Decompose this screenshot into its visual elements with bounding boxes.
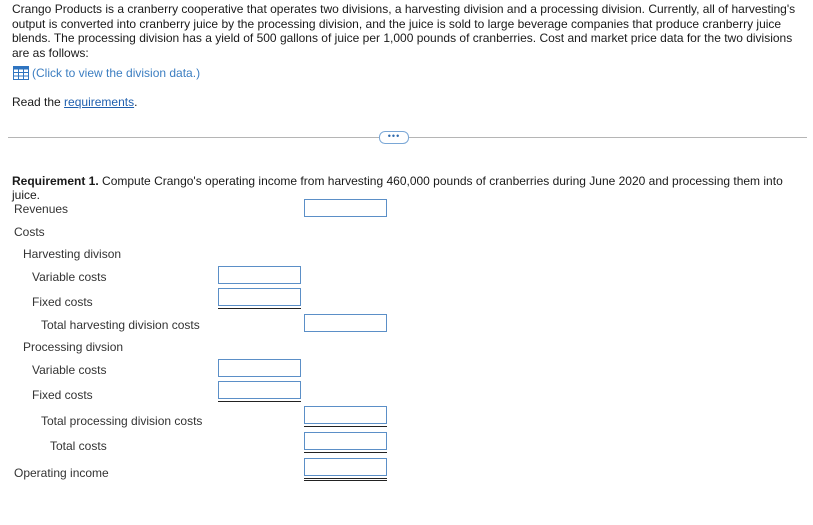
- revenues-input[interactable]: [304, 199, 387, 217]
- operating-income-input[interactable]: [304, 458, 387, 476]
- total-processing-costs-input[interactable]: [304, 406, 387, 424]
- requirement-text: Compute Crango's operating income from harvesting 460,000 pounds of cranberries during June 2020 and processing them into juice.: [12, 174, 783, 202]
- view-division-data-label[interactable]: (Click to view the division data.): [32, 66, 201, 80]
- processing-variable-costs-input[interactable]: [218, 359, 301, 377]
- read-prefix: Read the: [12, 95, 65, 109]
- expand-more-button[interactable]: •••: [379, 131, 409, 144]
- processing-division-label: Processing divsion: [23, 340, 124, 354]
- processing-fixed-costs-input[interactable]: [218, 381, 301, 399]
- problem-intro: [12, 2, 807, 60]
- read-suffix: .: [134, 95, 138, 109]
- revenues-label: Revenues: [14, 202, 69, 216]
- total-costs-label: Total costs: [50, 439, 107, 453]
- total-processing-costs-label: Total processing division costs: [41, 414, 203, 428]
- processing-variable-costs-label: Variable costs: [32, 363, 107, 377]
- harvesting-variable-costs-label: Variable costs: [32, 270, 107, 284]
- operating-income-label: Operating income: [14, 466, 109, 480]
- harvesting-variable-costs-input[interactable]: [218, 266, 301, 284]
- harvesting-fixed-costs-label: Fixed costs: [32, 295, 93, 309]
- harvesting-fixed-costs-input[interactable]: [218, 288, 301, 306]
- requirement-title: [12, 174, 813, 202]
- requirements-link[interactable]: requirements: [64, 95, 135, 109]
- total-costs-input[interactable]: [304, 432, 387, 450]
- table-grid-icon: [13, 66, 29, 80]
- harvesting-division-label: Harvesting divison: [23, 247, 122, 261]
- view-division-data-link[interactable]: [13, 65, 200, 81]
- read-requirements: [12, 95, 137, 109]
- costs-label: Costs: [14, 225, 45, 239]
- total-harvesting-costs-input[interactable]: [304, 314, 387, 332]
- intro-paragraph: Crango Products is a cranberry cooperative that operates two divisions, a harvesting division and a processing division. Currently, all of harvesting's output is converted into cranberry juice by the processing division, and the juice is sold to large beverage companies that produce cranberry juice blends. The processing division has a yield of 500 gallons of juice per 1,000 pounds of cranberries. Cost and market price data for the two divisions are as follows:: [12, 2, 796, 60]
- requirement-number: Requirement 1.: [12, 174, 99, 188]
- processing-fixed-costs-label: Fixed costs: [32, 388, 93, 402]
- total-harvesting-costs-label: Total harvesting division costs: [41, 318, 200, 332]
